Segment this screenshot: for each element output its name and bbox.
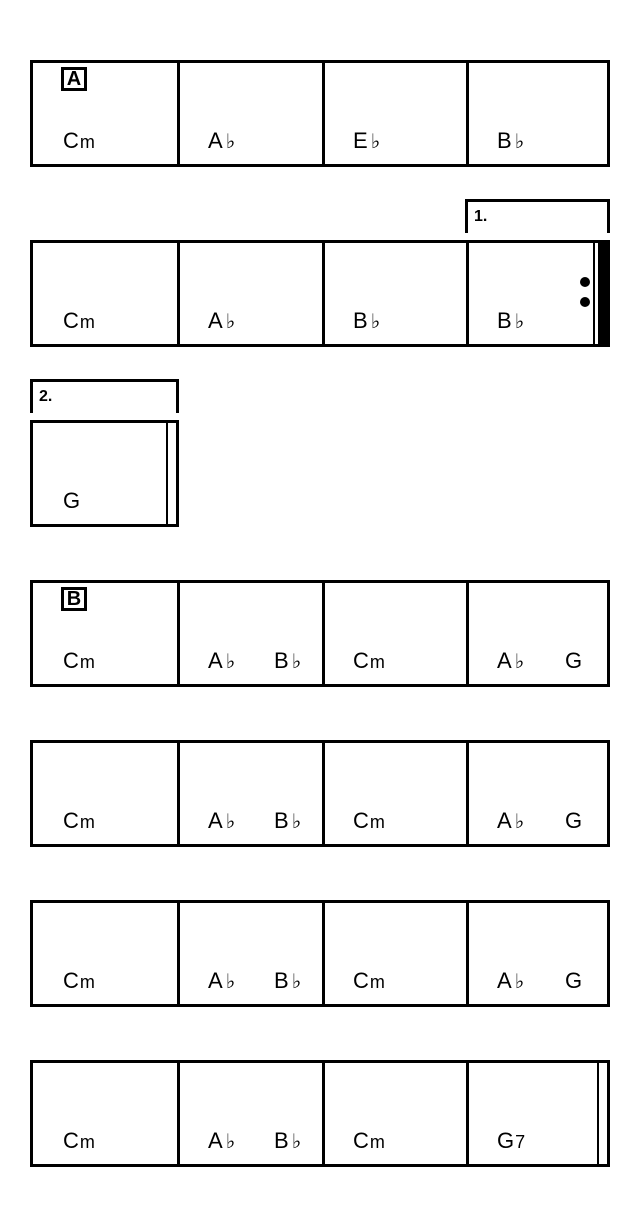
chord: B ♭ (274, 1128, 303, 1153)
bar-3 (322, 63, 467, 164)
double-barline (166, 423, 176, 524)
chord-row-3 (30, 420, 179, 527)
chord: A ♭ (208, 308, 237, 333)
chord: A ♭ (208, 968, 237, 993)
chord: A ♭ (497, 968, 526, 993)
volta-second-ending (30, 379, 179, 413)
chord: Cm (63, 968, 96, 993)
bar-3 (322, 903, 467, 1004)
chord: Cm (353, 808, 386, 833)
chord: G (63, 488, 82, 513)
rehearsal-mark-a: A (61, 67, 87, 91)
bar-4 (466, 903, 607, 1004)
chord: A ♭ (208, 808, 237, 833)
chord-row-2 (30, 240, 610, 347)
bar-2 (177, 583, 322, 684)
chord: Cm (63, 1128, 96, 1153)
chord-row-5 (30, 740, 610, 847)
chord: A ♭ (497, 648, 526, 673)
rehearsal-mark-b: B (61, 587, 87, 611)
bar-1 (33, 1063, 178, 1164)
volta-label: 2. (39, 388, 53, 405)
repeat-dot-upper (580, 277, 590, 287)
bar-4 (466, 243, 607, 344)
bar-2 (177, 63, 322, 164)
chord: B ♭ (497, 128, 526, 153)
chord: B ♭ (274, 808, 303, 833)
chord: Cm (353, 648, 386, 673)
chord: B ♭ (274, 968, 303, 993)
chord: B ♭ (497, 308, 526, 333)
bar-1 (33, 63, 178, 164)
chord: Cm (353, 968, 386, 993)
chord: B ♭ (274, 648, 303, 673)
chord-row-6 (30, 900, 610, 1007)
bar-2 (177, 1063, 322, 1164)
volta-first-ending (465, 199, 610, 233)
chord: Cm (63, 128, 96, 153)
chord: A ♭ (497, 808, 526, 833)
bar-2 (177, 903, 322, 1004)
chord: G (565, 808, 584, 833)
bar-1 (33, 903, 178, 1004)
bar-3 (322, 583, 467, 684)
chord: G (565, 648, 584, 673)
volta-label: 1. (474, 208, 488, 225)
chord: A ♭ (208, 128, 237, 153)
bar-4 (466, 1063, 607, 1164)
chord: A ♭ (208, 648, 237, 673)
bar-3 (322, 243, 467, 344)
bar-4 (466, 583, 607, 684)
repeat-dot-lower (580, 297, 590, 307)
bar-1 (33, 583, 178, 684)
chord: B ♭ (353, 308, 382, 333)
bar-4 (466, 743, 607, 844)
bar-2 (177, 243, 322, 344)
chord: Cm (353, 1128, 386, 1153)
bar-2 (177, 743, 322, 844)
bar-4 (466, 63, 607, 164)
bar-1 (33, 743, 178, 844)
chord: Cm (63, 648, 96, 673)
chord: A ♭ (208, 1128, 237, 1153)
chord: E ♭ (353, 128, 382, 153)
chord-row-1 (30, 60, 610, 167)
final-double-barline (597, 1063, 607, 1164)
end-repeat-barline (593, 243, 607, 344)
chord: G (565, 968, 584, 993)
chord-row-7 (30, 1060, 610, 1167)
bar-3 (322, 1063, 467, 1164)
chord: Cm (63, 308, 96, 333)
bar-1 (33, 243, 178, 344)
bar-1 (33, 423, 176, 524)
chord: Cm (63, 808, 96, 833)
chord-row-4 (30, 580, 610, 687)
bar-3 (322, 743, 467, 844)
chord: G7 (497, 1128, 527, 1153)
